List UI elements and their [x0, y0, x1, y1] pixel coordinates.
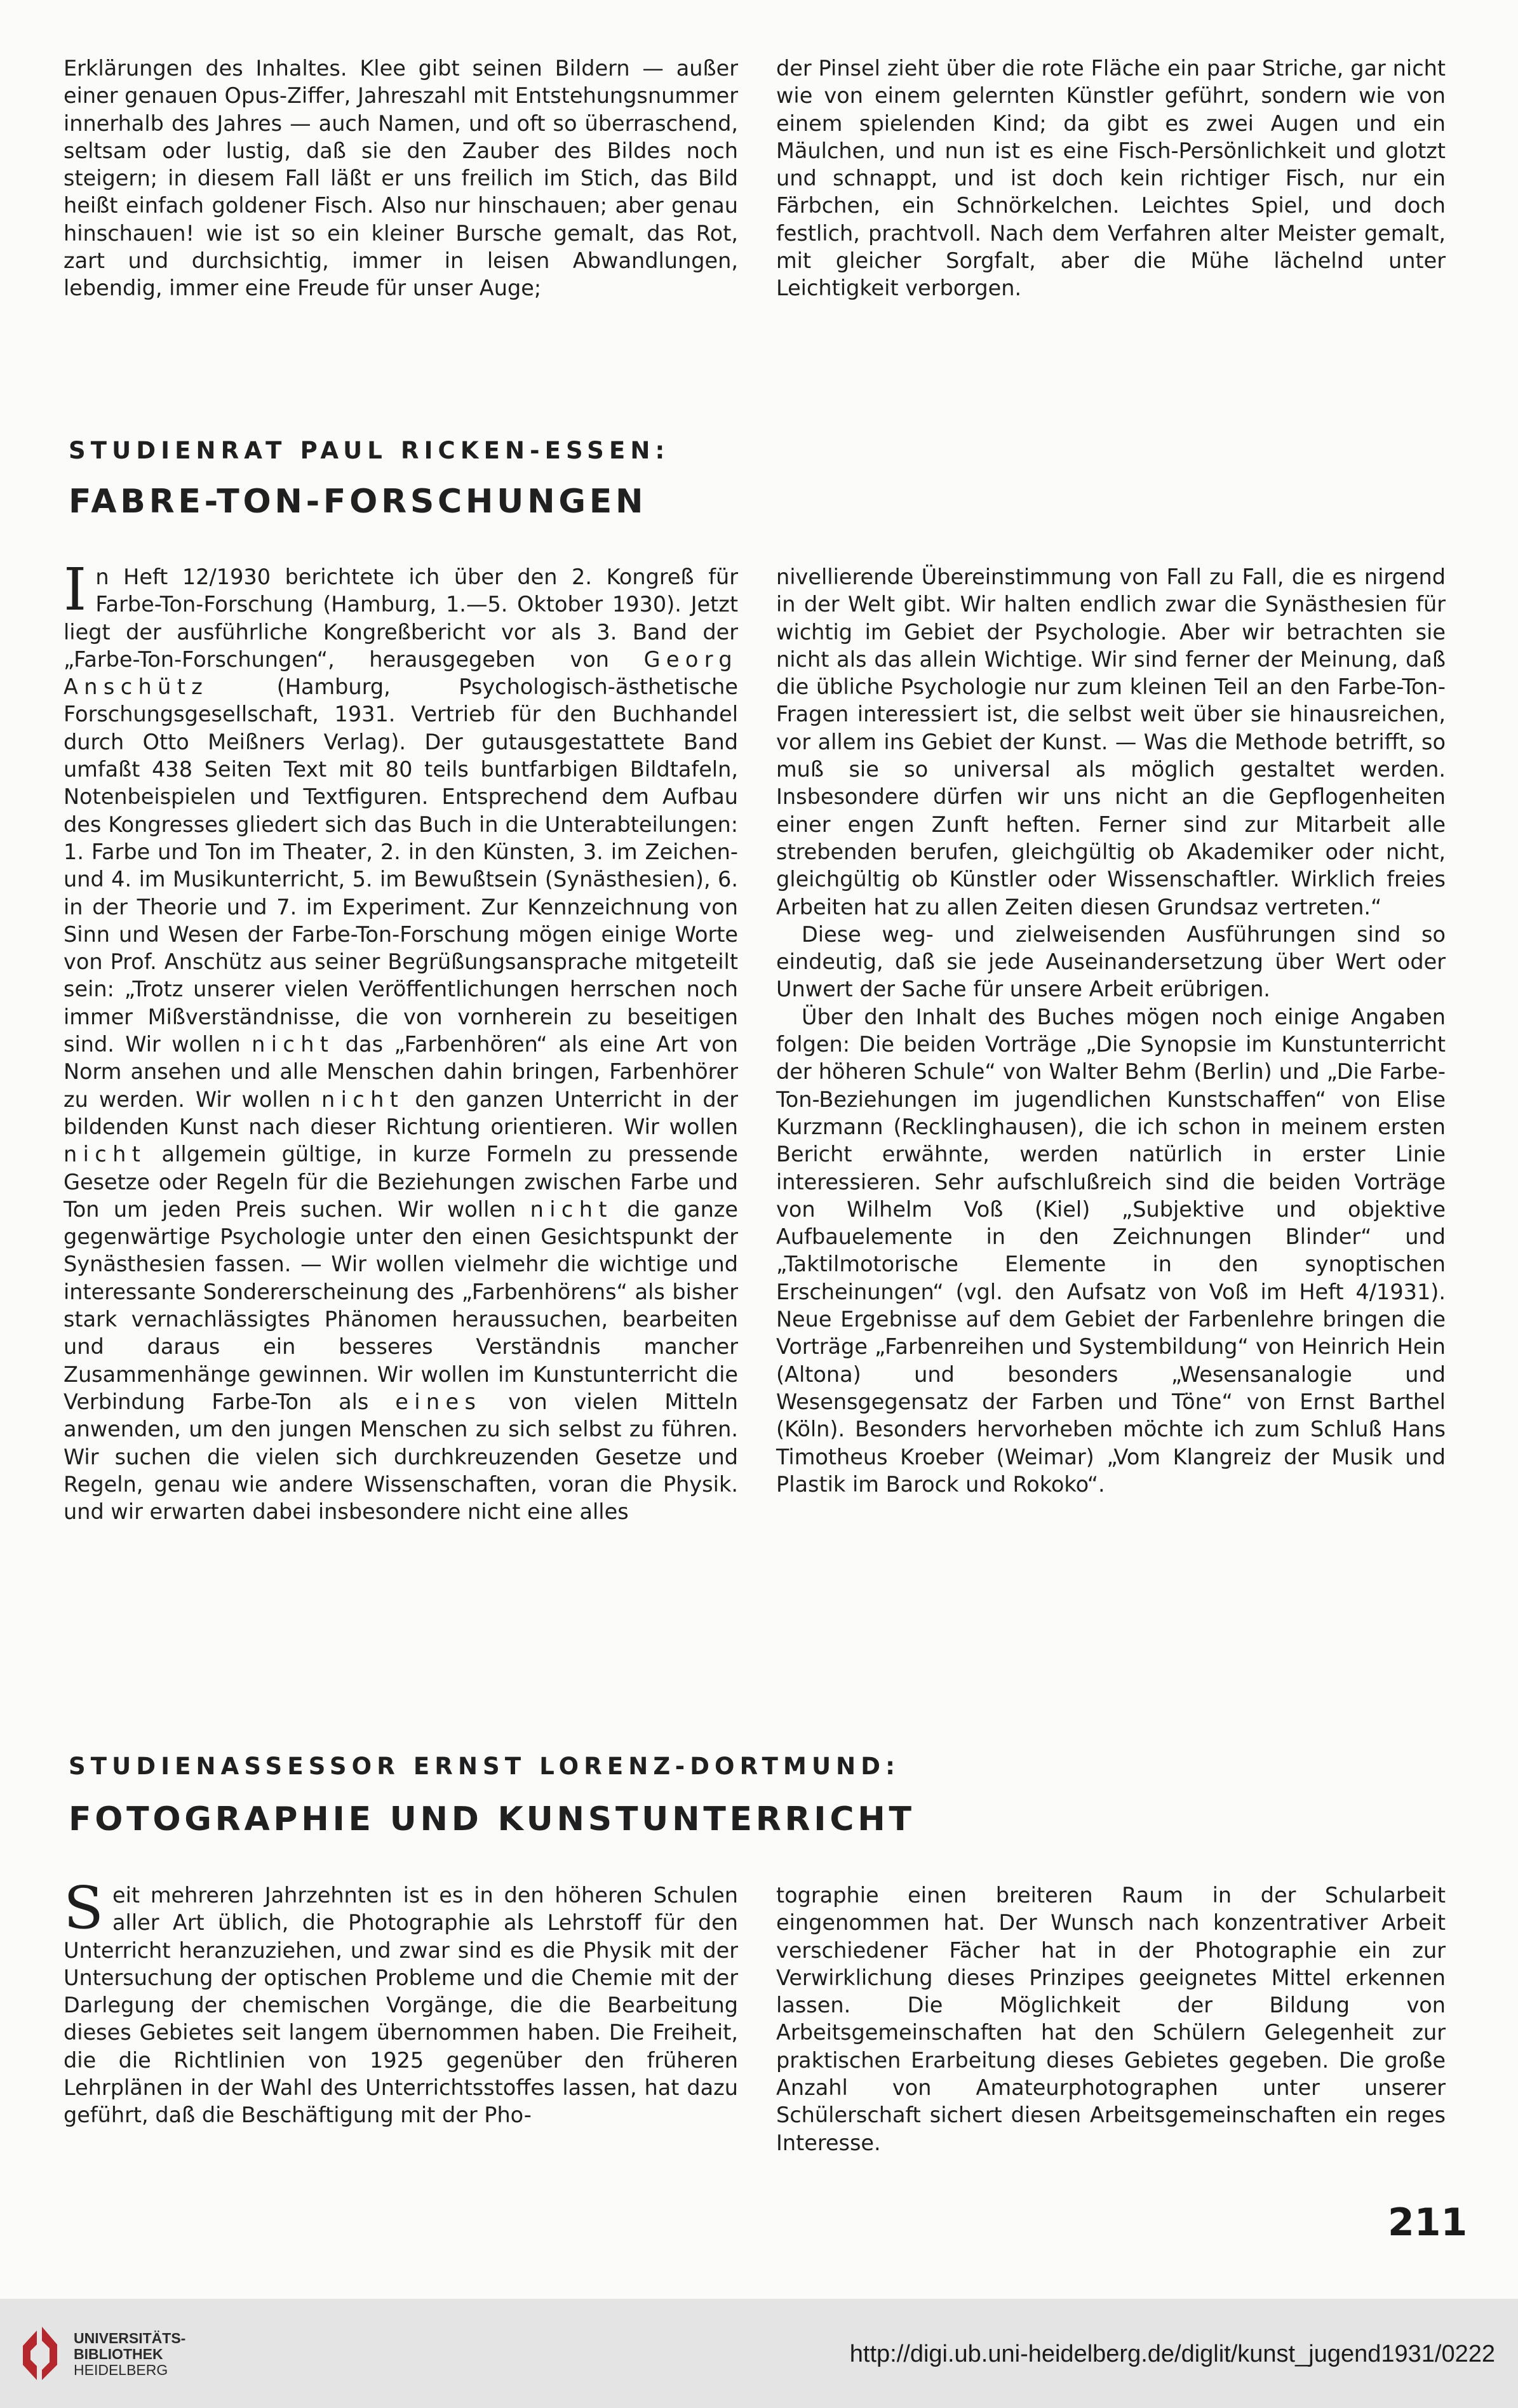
article1-right-paragraph-2: Diese weg- und zielweisenden Ausführungen sind so eindeutig, daß sie jede Auseinandersetzung über Wert oder Unwert der Sache für unsere Arbeit erübrigen.: [776, 921, 1446, 1002]
footer-bar: [0, 2299, 1518, 2408]
article1-dropcap: I: [64, 556, 87, 624]
intro-right-column: [776, 55, 1446, 302]
article1-author: STUDIENRAT PAUL RICKEN-ESSEN:: [69, 437, 670, 464]
article2-author: STUDIENASSESSOR ERNST LORENZ-DORTMUND:: [69, 1753, 901, 1780]
library-logo-icon: [18, 2327, 61, 2380]
article1-right-column: [776, 563, 1446, 1498]
article2-right-column: [776, 1882, 1446, 2157]
article1-right-paragraph-3: Über den Inhalt des Buches mögen noch einige Angaben folgen: Die beiden Vorträge „Die Synopsie im Kunstunterricht der höheren Schule“ von Walter Behm (Berlin) und „Die Farbe-Ton-Beziehungen im jugendlichen Kunstschaffen“ von Elise Kurzmann (Recklinghausen), die ich schon in meinem ersten Bericht erwähnte, werden natürlich in erster Linie interessieren. Sehr aufschlußreich sind die beiden Vorträge von Wilhelm Voß (Kiel) „Subjektive und objektive Aufbauelemente in den Zeichnungen Blinder“ und „Taktilmotorische Elemente in den synoptischen Erscheinungen“ (vgl. den Aufsatz von Voß im Heft 4/1931). Neue Ergebnisse auf dem Gebiet der Farbenlehre bringen die Vorträge „Farbenreihen und Systembildung“ von Heinrich Hein (Altona) und besonders „Wesensanalogie und Wesensgegensatz der Farben und Töne“ von Ernst Barthel (Köln). Besonders hervorheben möchte ich zum Schluß Hans Timotheus Kroeber (Weimar) „Vom Klangreiz der Musik und Plastik im Barock und Rokoko“.: [776, 1004, 1446, 1497]
article2-left-text: Seit mehreren Jahrzehnten ist es in den höheren Schulen aller Art üblich, die Photographie als Lehrstoff für den Unterricht heranzuziehen, und zwar sind es die Physik mit der Untersuchung der optischen Probleme und die Chemie mit der Darlegung der chemischen Vorgänge, die die Bearbeitung dieses Gebietes seit langem übernommen haben. Die Freiheit, die die Richtlinien von 1925 gegenüber den früheren Lehrplänen in der Wahl des Unterrichtsstoffes lassen, hat dazu geführt, daß die Beschäftigung mit der Pho-: [64, 1874, 738, 2128]
source-url[interactable]: http://digi.ub.uni-heidelberg.de/diglit/kunst_jugend1931/0222: [849, 2341, 1495, 2367]
article2-dropcap: S: [64, 1874, 104, 1942]
article1-left-column: [64, 556, 739, 1525]
article1-right-paragraph-1: nivellierende Übereinstimmung von Fall zu Fall, die es nirgend in der Welt gibt. Wir halten endlich zwar die Synästhesien für wichtig im Gebiet der Psychologie. Aber wir betrachten sie nicht als das allein Wichtige. Wir sind ferner der Meinung, daß die übliche Psychologie nur zum kleinen Teil an den Farbe-Ton-Fragen interessiert ist, die selbst weit über sie hinausreichen, vor allem ins Gebiet der Kunst. — Was die Methode betrifft, so muß sie so universal als möglich gestaltet werden. Insbesondere dürfen wir uns nicht an die Gepflogenheiten einer engen Zunft heften. Ferner sind zur Mitarbeit alle strebenden berufen, gleichgültig ob Akademiker oder nicht, gleichgültig ob Künstler oder Wissenschaftler. Wirklich freies Arbeiten hat zu allen Zeiten diesen Grundsaz vertreten.“: [776, 565, 1446, 920]
article2-left-column: [64, 1874, 738, 2129]
intro-left-text: Erklärungen des Inhaltes. Klee gibt seinen Bildern — außer einer genauen Opus-Ziffer, Jahreszahl mit Entstehungsnummer innerhalb des Jahres — auch Namen, und oft so überraschend, seltsam oder lustig, daß sie den Zauber des Bildes noch steigern; in diesem Fall läßt er uns freilich im Stich, das Bild heißt einfach goldener Fisch. Also nur hinschauen; aber genau hinschauen! wie ist so ein kleiner Bursche gemalt, das Rot, zart und durchsichtig, immer in leisen Abwandlungen, lebendig, immer eine Freude für unser Auge;: [64, 56, 738, 301]
library-name: UNIVERSITÄTS- BIBLIOTHEK HEIDELBERG: [74, 2330, 186, 2378]
article2-right-text: tographie einen breiteren Raum in der Schularbeit eingenommen hat. Der Wunsch nach konzentrativer Arbeit verschiedener Fächer hat in der Photographie ein zur Verwirklichung dieses Prinzipes geeignetes Mittel erkennen lassen. Die Möglichkeit der Bildung von Arbeitsgemeinschaften hat den Schülern Gelegenheit zur praktischen Erarbeitung dieses Gebietes gegeben. Die große Anzahl von Amateurphotographen unter unserer Schülerschaft sichert diesen Arbeitsgemeinschaften ein reges Interesse.: [776, 1883, 1446, 2155]
page-number: 211: [1388, 2200, 1468, 2245]
article1-left-text: In Heft 12/1930 berichtete ich über den 2. Kongreß für Farbe-Ton-Forschung (Hamburg, 1.—5. Oktober 1930). Jetzt liegt der ausführliche Kongreßbericht vor als 3. Band der „Farbe-Ton-Forschungen“, herausgegeben von Georg Anschütz (Hamburg, Psychologisch-ästhetische Forschungsgesellschaft, 1931. Vertrieb für den Buchhandel durch Otto Meißners Verlag). Der gutausgestattete Band umfaßt 438 Seiten Text mit 80 teils buntfarbigen Bildtafeln, Notenbeispielen und Textfiguren. Entsprechend dem Aufbau des Kongresses gliedert sich das Buch in die Unterabteilungen: 1. Farbe und Ton im Theater, 2. in den Künsten, 3. im Zeichen- und 4. im Musikunterricht, 5. im Bewußtsein (Synästhesien), 6. in der Theorie und 7. im Experiment. Zur Kennzeichnung von Sinn und Wesen der Farbe-Ton-Forschung mögen einige Worte von Prof. Anschütz aus seiner Begrüßungsansprache mitgeteilt sein: „Trotz unserer vielen Veröffentlichungen herrschen noch immer Mißverständnisse, die von vornherein zu beseitigen sind. Wir wollen nicht das „Farbenhören“ als eine Art von Norm ansehen und alle Menschen dahin bringen, Farbenhörer zu werden. Wir wollen nicht den ganzen Unterricht in der bildenden Kunst nach dieser Richtung orientieren. Wir wollen nicht allgemein gültige, in kurze Formeln zu pressende Gesetze oder Regeln für die Beziehungen zwischen Farbe und Ton um jeden Preis suchen. Wir wollen nicht die ganze gegenwärtige Psychologie unter den einen Gesichtspunkt der Synästhesien fassen. — Wir wollen vielmehr die wichtige und interessante Sondererscheinung des „Farbenhörens“ als bisher stark vernachlässigtes Phänomen heraussuchen, bearbeiten und daraus ein besseres Verständnis mancher Zusammenhänge gewinnen. Wir wollen im Kunstunterricht die Verbindung Farbe-Ton als eines von vielen Mitteln anwenden, um den jungen Menschen zu sich selbst zu führen. Wir suchen die vielen sich durchkreuzenden Gesetze und Regeln, genau wie andere Wissenschaften, voran die Physik. und wir erwarten dabei insbesondere nicht eine alles: [64, 556, 739, 1525]
intro-right-text: der Pinsel zieht über die rote Fläche ein paar Striche, gar nicht wie von einem gelernten Künstler geführt, sondern wie von einem spielenden Kind; da gibt es zwei Augen und ein Mäulchen, und nun ist es eine Fisch-Persönlichkeit und glotzt und schnappt, und ist doch kein richtiger Fisch, nur ein Färbchen, ein Schnörkelchen. Leichtes Spiel, und doch festlich, prachtvoll. Nach dem Verfahren alter Meister gemalt, mit gleicher Sorgfalt, aber die Mühe lächelnd unter Leichtigkeit verborgen.: [776, 56, 1446, 301]
article1-title: FABRE-TON-FORSCHUNGEN: [69, 483, 647, 521]
intro-left-column: [64, 55, 738, 302]
article2-title: FOTOGRAPHIE UND KUNSTUNTERRICHT: [69, 1800, 915, 1838]
